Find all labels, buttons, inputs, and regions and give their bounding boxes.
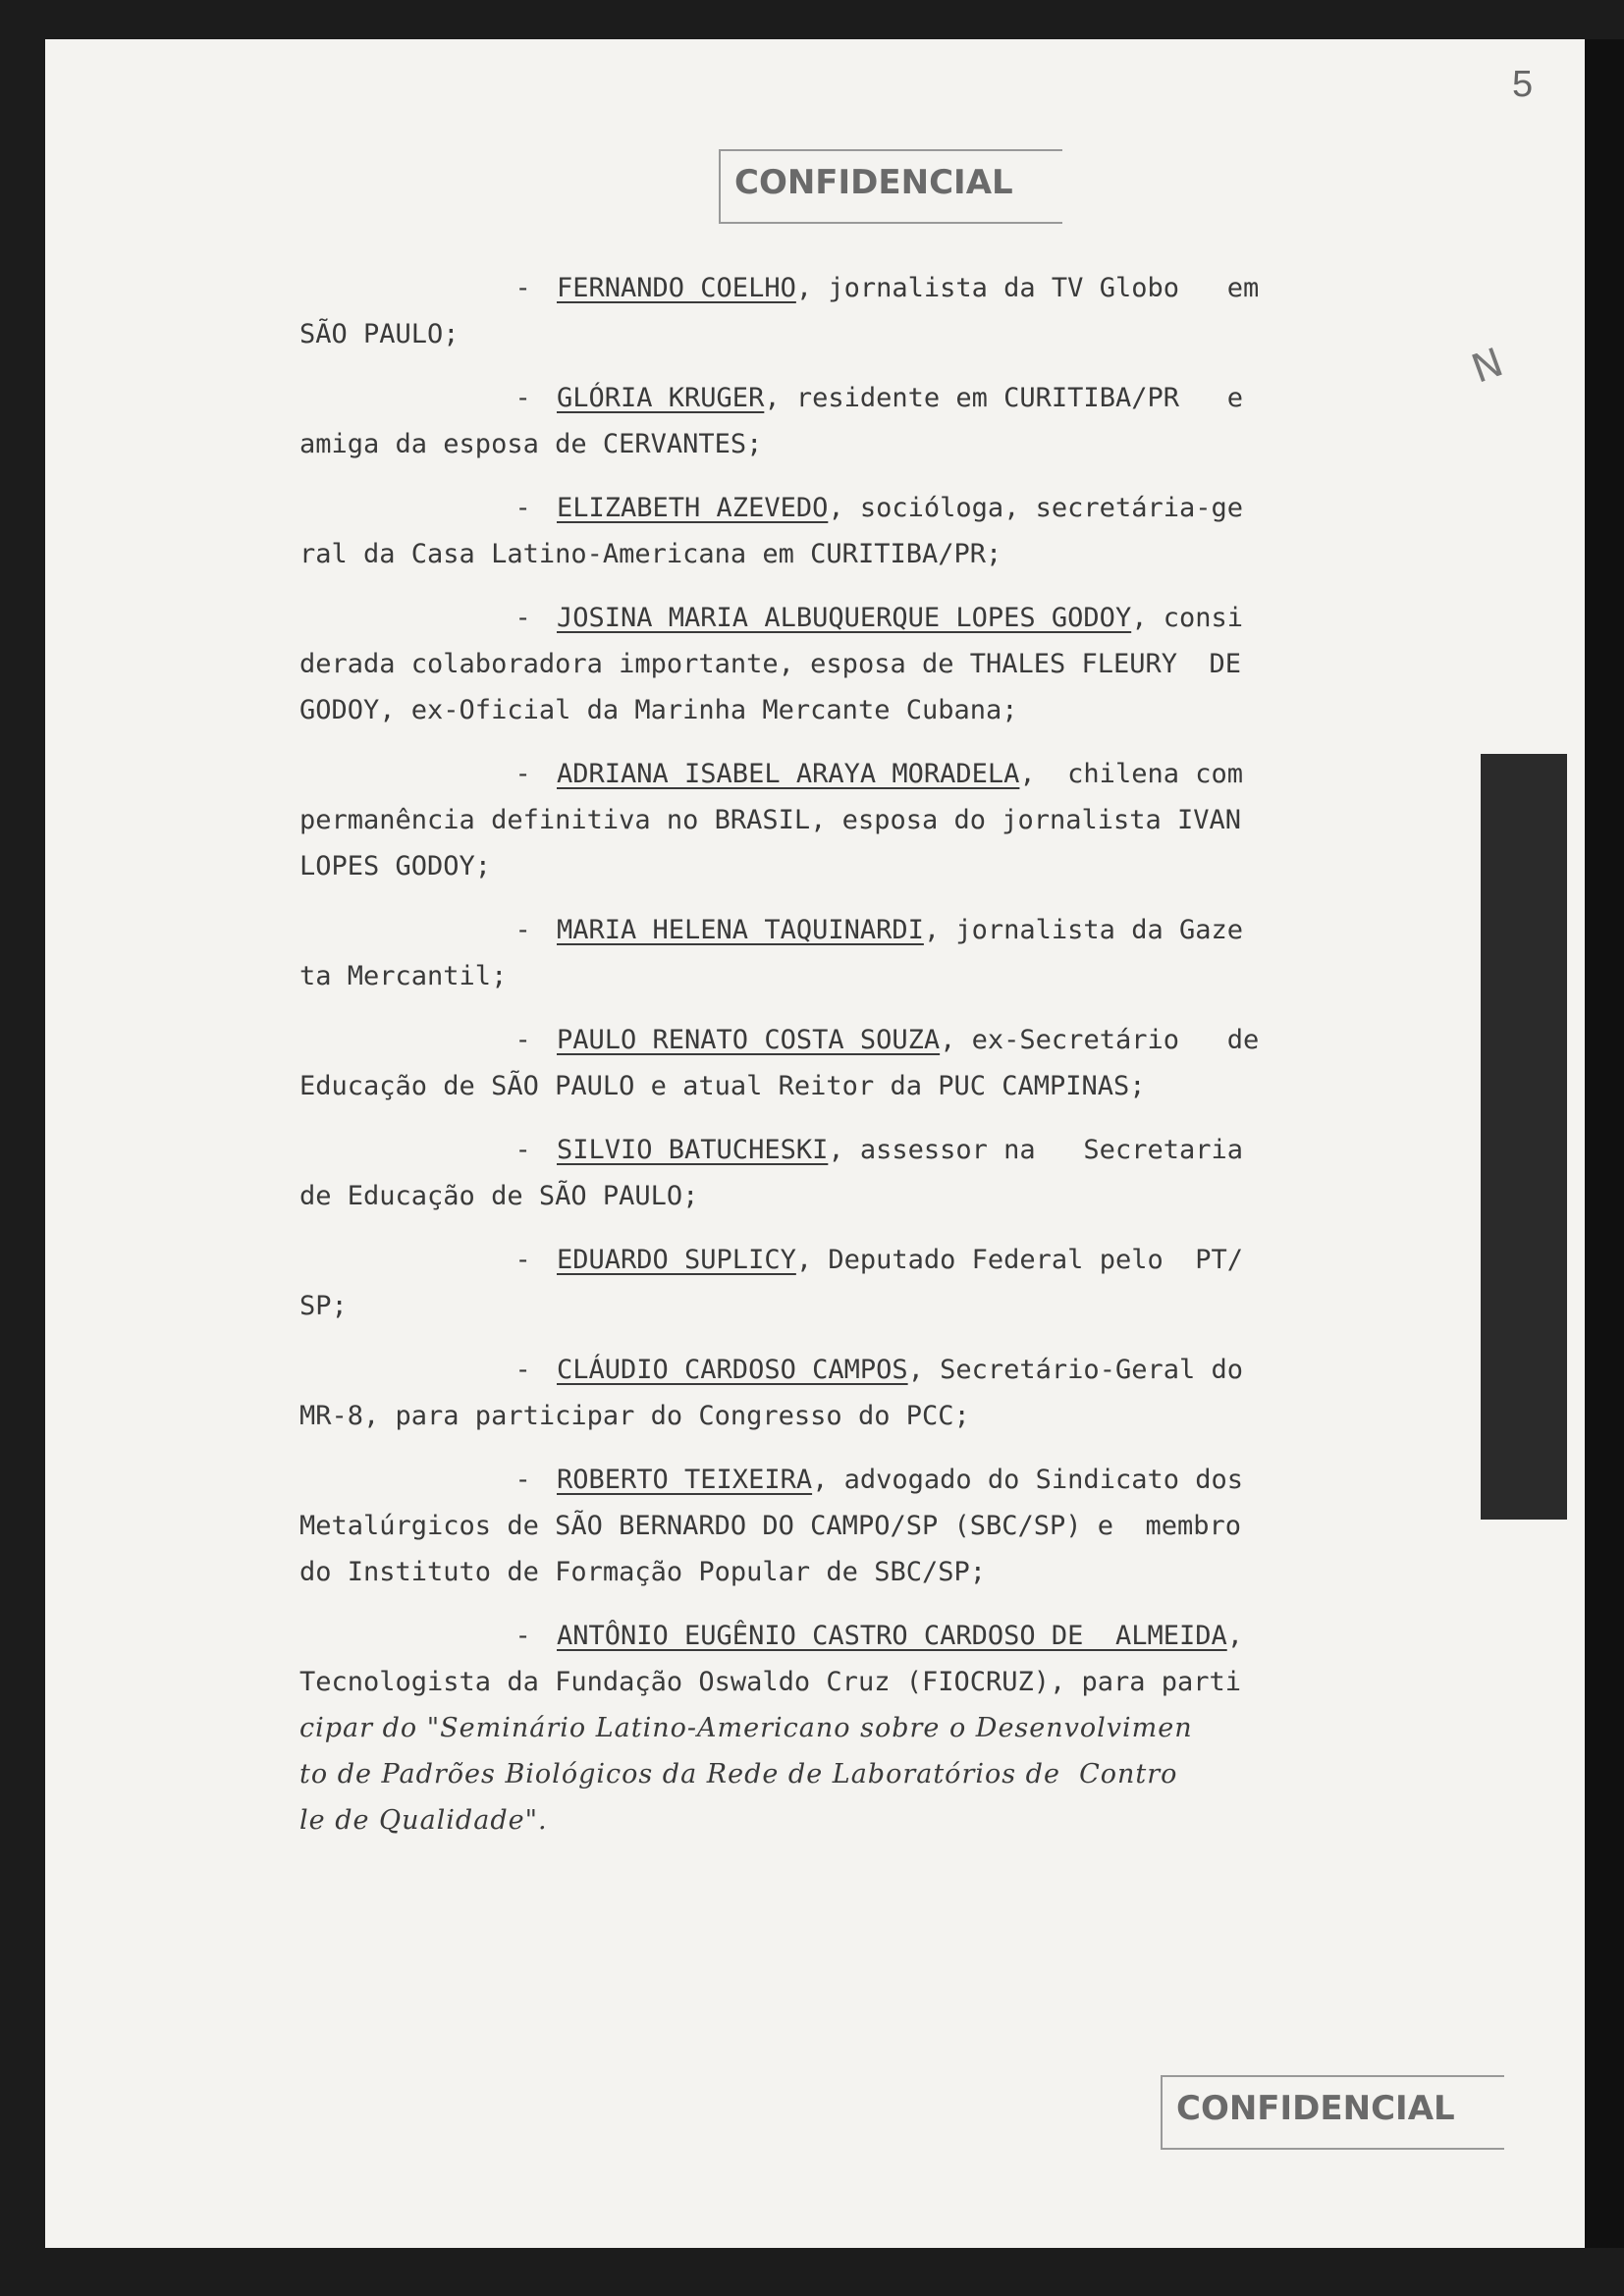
entry-dash: -: [514, 273, 547, 303]
list-entry: [299, 1017, 1399, 1109]
entry-first-line: [299, 1347, 1399, 1393]
list-entry: [299, 1457, 1399, 1595]
entry-first-line: [299, 1127, 1399, 1173]
entry-continuation-line: Metalúrgicos de SÃO BERNARDO DO CAMPO/SP (SBC/SP) e membro: [299, 1511, 1242, 1541]
entry-name: ADRIANA ISABEL ARAYA MORADELA: [557, 759, 1020, 789]
entry-continuation-line: derada colaboradora importante, esposa de THALES FLEURY DE: [299, 649, 1242, 679]
entry-continuation-line: GODOY, ex-Oficial da Marinha Mercante Cubana;: [299, 695, 1018, 725]
list-entry: [299, 751, 1399, 889]
entry-name: FERNANDO COELHO: [557, 273, 796, 303]
entry-continuation-line: Tecnologista da Fundação Oswaldo Cruz (FIOCRUZ), para parti: [299, 1667, 1242, 1697]
list-entry: [299, 907, 1399, 999]
entry-dash: -: [514, 493, 547, 523]
entry-text: , ex-Secretário de: [940, 1025, 1260, 1055]
list-entry: [299, 1613, 1399, 1843]
entry-dash: -: [514, 1025, 547, 1055]
list-entry: [299, 595, 1399, 733]
entry-first-line: [299, 595, 1399, 641]
list-entry: [299, 1237, 1399, 1329]
entry-name: EDUARDO SUPLICY: [557, 1245, 796, 1275]
entry-continuation-line: amiga da esposa de CERVANTES;: [299, 429, 763, 459]
list-entry: [299, 1127, 1399, 1219]
entry-text: , socióloga, secretária-ge: [828, 493, 1243, 523]
entry-text: , jornalista da Gaze: [923, 915, 1243, 945]
margin-mark: N: [1466, 340, 1509, 393]
entry-name: ELIZABETH AZEVEDO: [557, 493, 829, 523]
entry-continuation-line: ral da Casa Latino-Americana em CURITIBA/PR;: [299, 539, 1002, 569]
entry-dash: -: [514, 1135, 547, 1165]
entry-name: GLÓRIA KRUGER: [557, 383, 765, 413]
entry-continuation-line: ta Mercantil;: [299, 961, 508, 991]
entry-first-line: [299, 485, 1399, 531]
entry-continuation-line: Educação de SÃO PAULO e atual Reitor da PUC CAMPINAS;: [299, 1071, 1146, 1101]
list-entry: [299, 1347, 1399, 1439]
document-body: [299, 265, 1399, 1861]
entry-dash: -: [514, 759, 547, 789]
entry-name: ANTÔNIO EUGÊNIO CASTRO CARDOSO DE ALMEIDA: [557, 1621, 1227, 1651]
entry-name: PAULO RENATO COSTA SOUZA: [557, 1025, 941, 1055]
entry-first-line: [299, 1237, 1399, 1283]
entry-text: , Secretário-Geral do: [907, 1355, 1243, 1385]
entry-continuation-line: le de Qualidade".: [299, 1805, 548, 1836]
entry-name: JOSINA MARIA ALBUQUERQUE LOPES GODOY: [557, 603, 1132, 633]
entry-dash: -: [514, 603, 547, 633]
scan-bar: [1481, 754, 1567, 1520]
entry-continuation-line: permanência definitiva no BRASIL, esposa do jornalista IVAN: [299, 805, 1242, 835]
entry-first-line: [299, 265, 1399, 311]
entry-name: ROBERTO TEIXEIRA: [557, 1465, 813, 1495]
entry-dash: -: [514, 1355, 547, 1385]
entry-dash: -: [514, 383, 547, 413]
list-entry: [299, 485, 1399, 577]
entry-dash: -: [514, 1621, 547, 1651]
entry-text: , jornalista da TV Globo em: [795, 273, 1260, 303]
list-entry: [299, 375, 1399, 467]
entry-text: , Deputado Federal pelo PT/: [795, 1245, 1243, 1275]
entry-continuation-line: MR-8, para participar do Congresso do PCC;: [299, 1401, 970, 1431]
entry-first-line: [299, 751, 1399, 797]
entry-text: , assessor na Secretaria: [828, 1135, 1243, 1165]
entry-continuation-line: to de Padrões Biológicos da Rede de Laboratórios de Contro: [299, 1759, 1178, 1789]
confidential-stamp-bottom: CONFIDENCIAL: [1161, 2075, 1504, 2150]
entry-name: MARIA HELENA TAQUINARDI: [557, 915, 924, 945]
list-entry: [299, 265, 1399, 357]
entry-text: ,: [1226, 1621, 1243, 1651]
entry-text: , advogado do Sindicato dos: [812, 1465, 1243, 1495]
entry-first-line: [299, 1613, 1399, 1659]
entry-first-line: [299, 375, 1399, 421]
entry-continuation-line: de Educação de SÃO PAULO;: [299, 1181, 699, 1211]
entry-continuation-line: LOPES GODOY;: [299, 851, 492, 881]
entry-continuation-line: do Instituto de Formação Popular de SBC/SP;: [299, 1557, 986, 1587]
entry-continuation-line: SÃO PAULO;: [299, 319, 460, 349]
entry-text: , residente em CURITIBA/PR e: [764, 383, 1243, 413]
entry-dash: -: [514, 915, 547, 945]
entry-name: SILVIO BATUCHESKI: [557, 1135, 829, 1165]
scan-edge: [1585, 39, 1624, 2248]
entry-name: CLÁUDIO CARDOSO CAMPOS: [557, 1355, 908, 1385]
entry-text: , consi: [1131, 603, 1243, 633]
entry-dash: -: [514, 1245, 547, 1275]
entry-continuation-line: cipar do "Seminário Latino-Americano sobre o Desenvolvimen: [299, 1713, 1193, 1743]
entry-text: , chilena com: [1019, 759, 1243, 789]
entry-first-line: [299, 907, 1399, 953]
entry-first-line: [299, 1017, 1399, 1063]
page-number: 5: [1512, 64, 1534, 105]
confidential-stamp-top: CONFIDENCIAL: [719, 149, 1062, 224]
entry-dash: -: [514, 1465, 547, 1495]
entry-continuation-line: SP;: [299, 1291, 348, 1321]
entry-first-line: [299, 1457, 1399, 1503]
